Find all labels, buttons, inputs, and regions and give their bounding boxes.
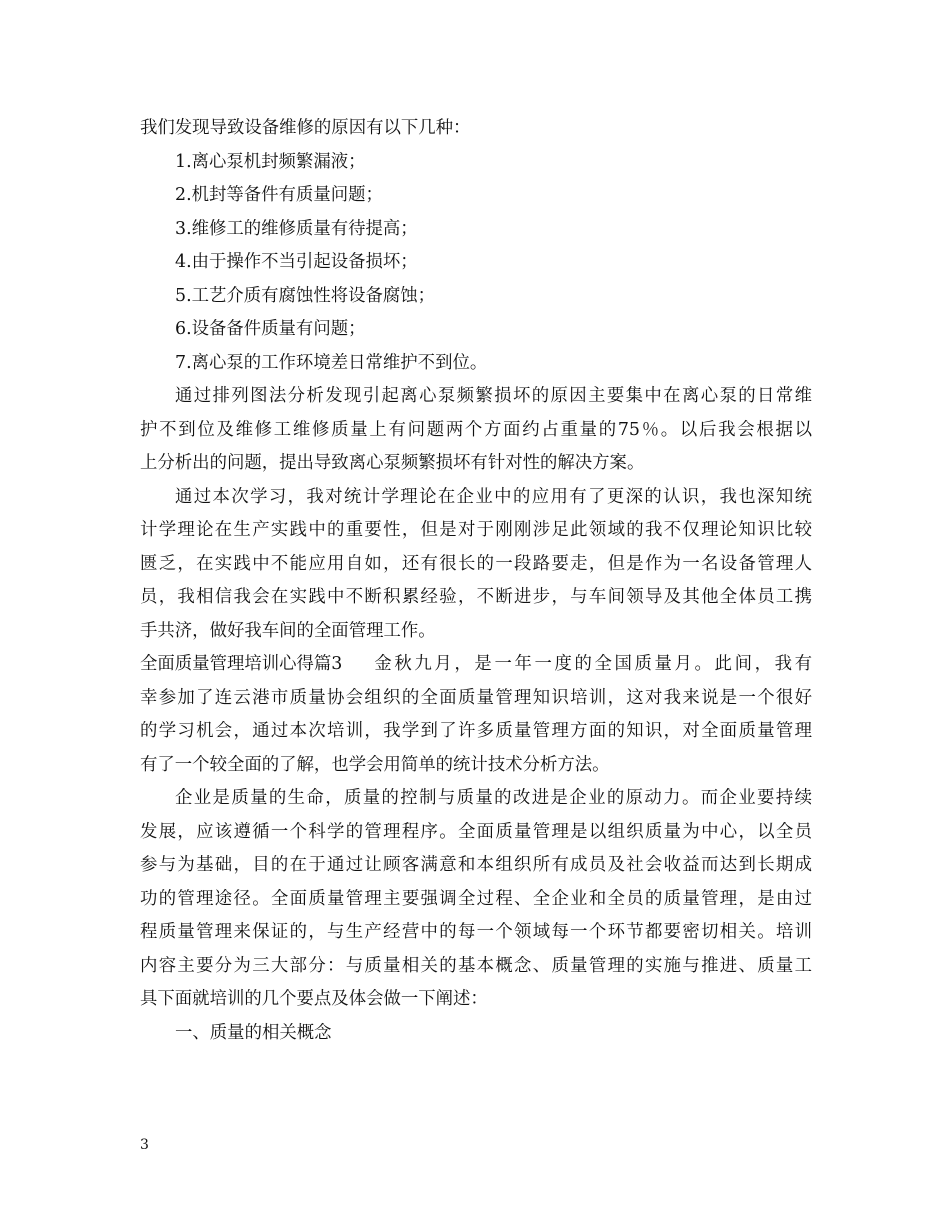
paragraph-line: 通过排列图法分析发现引起离心泵频繁损坏的原因主要集中在离心泵的日常维 [175,386,812,406]
section-3 [140,648,812,782]
intro-line: 我们发现导致设备维修的原因有以下几种： [140,118,471,138]
paragraph-line: 内容主要分为三大部分：与质量相关的基本概念、质量管理的实施与推进、质量工 [140,955,812,976]
document-body [140,112,812,1050]
cause-item: 5.工艺介质有腐蚀性将设备腐蚀； [175,285,436,306]
paragraph-line: 具下面就培训的几个要点及体会做一下阐述： [140,989,488,1009]
paragraph-line: 程质量管理来保证的，与生产经营中的每一个领域每一个环节都要密切相关。培训 [140,922,812,942]
summary-paragraph [140,481,812,649]
paragraph-line: 参与为基础，目的在于通过让顾客满意和本组织所有成员及社会收益而达到长期成 [140,855,812,875]
paragraph-line: 上分析出的问题，提出导致离心泵频繁损坏有针对性的解决方案。 [140,453,645,473]
paragraph-line: 金秋九月，是一年一度的全国质量月。此间，我有 [374,654,812,674]
cause-item: 1.离心泵机封频繁漏液； [175,151,366,172]
cause-item: 2.机封等备件有质量问题； [175,185,383,205]
subheading: 一、质量的相关概念 [175,1022,332,1043]
paragraph-line: 的学习机会，通过本次培训，我学到了许多质量管理方面的知识，对全面质量管理 [140,721,812,741]
cause-item: 6.设备备件质量有问题； [175,319,366,339]
page-number: 3 [140,1137,149,1153]
paragraph-line: 计学理论在生产实践中的重要性，但是对于刚刚涉足此领域的我不仅理论知识比较 [140,520,812,540]
paragraph-line: 通过本次学习，我对统计学理论在企业中的应用有了更深的认识，我也深知统 [175,486,812,507]
analysis-paragraph [140,380,812,481]
section-heading: 全面质量管理培训心得篇3 [140,654,343,674]
paragraph-line: 手共济，做好我车间的全面管理工作。 [140,620,436,641]
section-heading-line [140,648,812,682]
paragraph-line: 护不到位及维修工维修质量上有问题两个方面约占重量的75％。以后我会根据以 [140,419,812,440]
paragraph-line: 匮乏，在实践中不能应用自如，还有很长的一段路要走，但是作为一名设备管理人 [140,553,812,574]
paragraph-line: 企业是质量的生命，质量的控制与质量的改进是企业的原动力。而企业要持续 [175,788,812,808]
cause-item: 4.由于操作不当引起设备损坏； [175,252,418,272]
causes-list [140,146,812,381]
paragraph-line: 幸参加了连云港市质量协会组织的全面质量管理知识培训，这对我来说是一个很好 [140,687,812,708]
paragraph-line: 功的管理途径。全面质量管理主要强调全过程、全企业和全员的质量管理，是由过 [140,888,812,909]
cause-item: 7.离心泵的工作环境差日常维护不到位。 [175,352,488,373]
quality-paragraph [140,782,812,1017]
paragraph-line: 有了一个较全面的了解，也学会用简单的统计技术分析方法。 [140,754,610,775]
paragraph-line: 发展，应该遵循一个科学的管理程序。全面质量管理是以组织质量为中心，以全员 [140,821,812,842]
paragraph-line: 员，我相信我会在实践中不断积累经验，不断进步，与车间领导及其他全体员工携 [140,587,812,607]
cause-item: 3.维修工的维修质量有待提高； [175,218,418,239]
